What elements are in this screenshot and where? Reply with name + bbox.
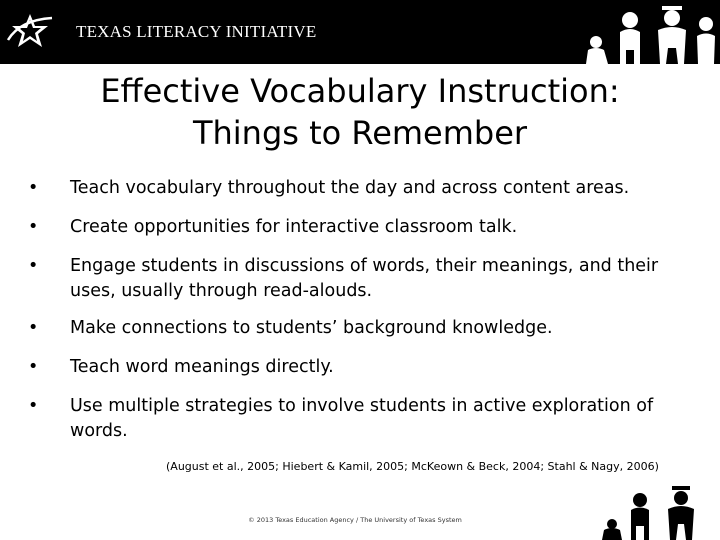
bullet-dot: •	[28, 318, 39, 338]
children-silhouettes-icon	[590, 478, 720, 540]
bullet-dot: •	[28, 357, 39, 377]
copyright-notice: © 2013 Texas Education Agency / The University of Texas System	[248, 516, 462, 524]
list-item	[28, 215, 678, 240]
bullet-text: Use multiple strategies to involve students in active exploration of words.	[70, 396, 654, 441]
bullet-dot: •	[28, 178, 39, 198]
bullet-text: Create opportunities for interactive classroom talk.	[70, 217, 518, 237]
bullet-list	[28, 176, 678, 444]
list-item	[28, 254, 678, 304]
bullet-text: Teach word meanings directly.	[70, 357, 334, 377]
citation: (August et al., 2005; Hiebert & Kamil, 2005; McKeown & Beck, 2004; Stahl & Nagy, 2006)	[166, 460, 659, 473]
texas-star-icon	[6, 10, 58, 54]
header-bar	[0, 0, 720, 64]
title-line-1: Effective Vocabulary Instruction:	[100, 72, 620, 110]
bullet-text: Engage students in discussions of words, their meanings, and their uses, usually through read-alouds.	[70, 256, 659, 301]
bullet-dot: •	[28, 217, 39, 237]
bullet-text: Teach vocabulary throughout the day and across content areas.	[70, 178, 630, 198]
list-item	[28, 176, 678, 201]
organization-name: TEXAS LITERACY INITIATIVE	[76, 22, 317, 41]
list-item	[28, 355, 678, 380]
children-silhouettes-icon	[566, 0, 720, 64]
bullet-text: Make connections to students’ background knowledge.	[70, 318, 553, 338]
page-number: 31	[700, 512, 714, 525]
slide-title	[40, 70, 680, 154]
list-item	[28, 316, 678, 341]
bullet-dot: •	[28, 256, 39, 276]
title-line-2: Things to Remember	[192, 114, 528, 152]
bullet-dot: •	[28, 396, 39, 416]
list-item	[28, 394, 678, 444]
